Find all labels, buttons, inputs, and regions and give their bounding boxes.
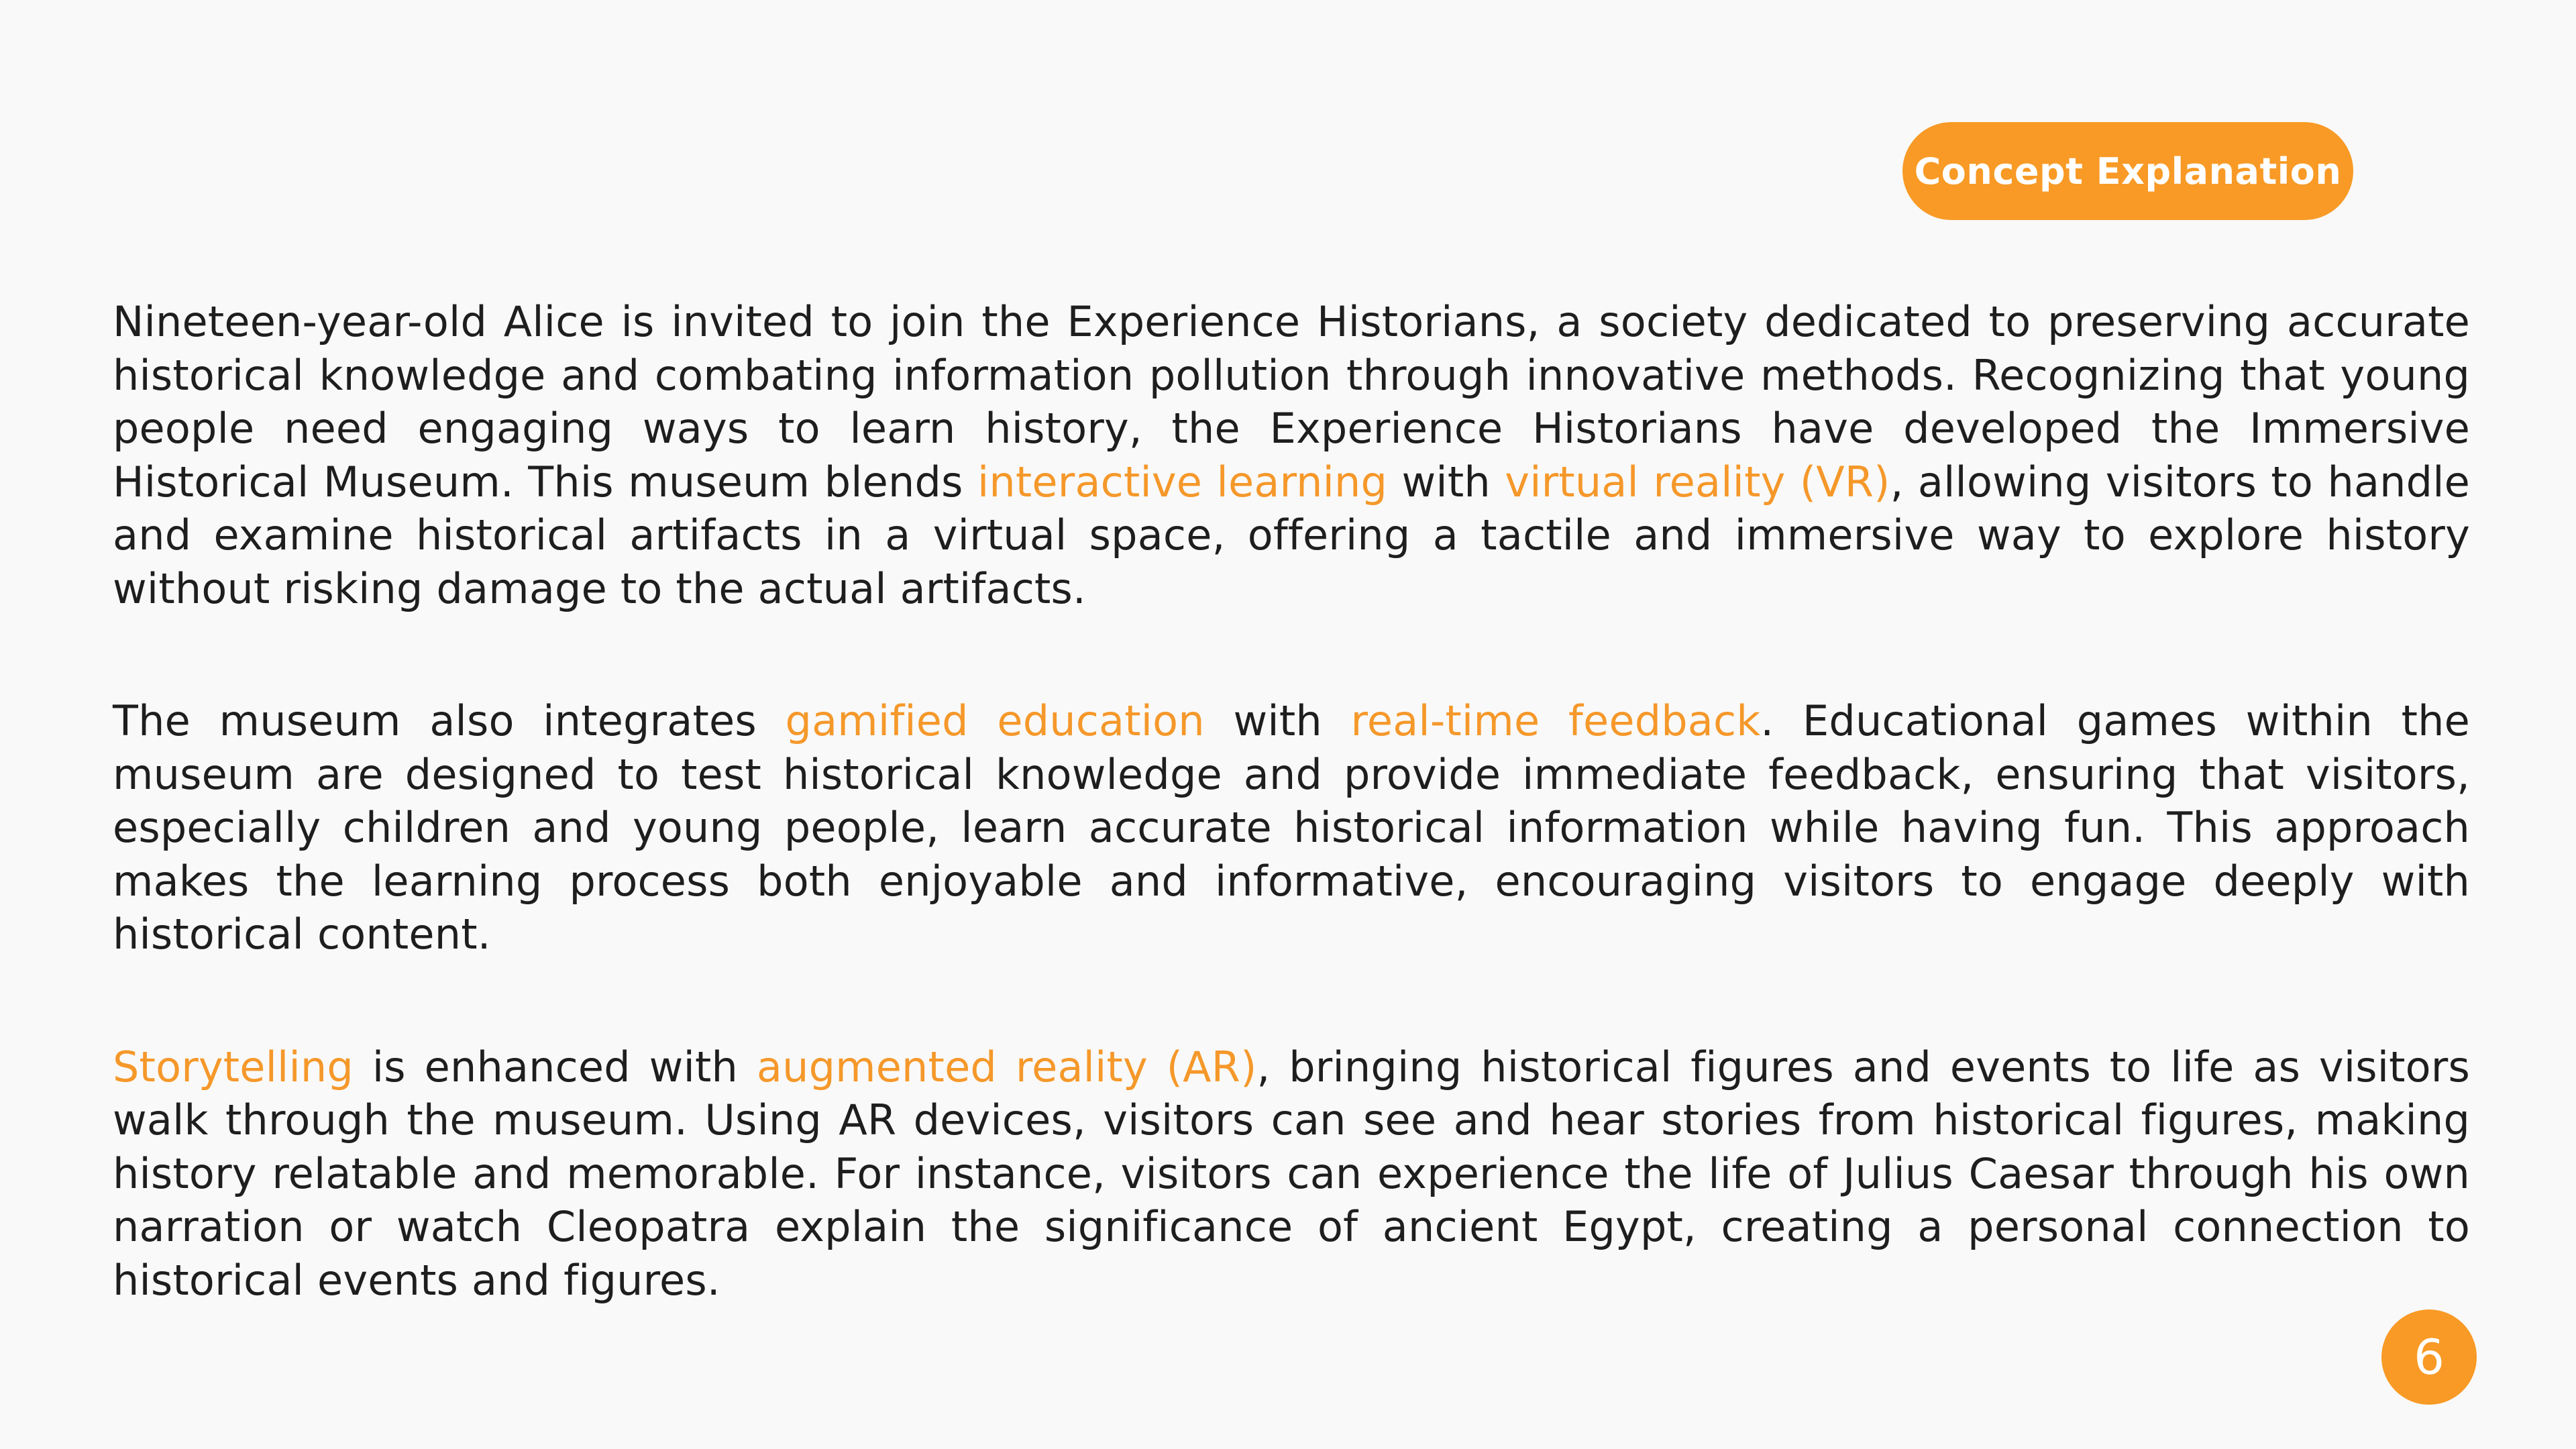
paragraph-2 [113, 694, 2470, 961]
paragraph-1-text-a: Nineteen-year-old Alice is invited to join the Experience Historians, a society dedicated to preserving accurate historical knowledge and combating information pollution through innovative methods. Recognizing that young people need engaging ways to learn history, the Experience Historians have developed the Immersive Historical Museum. This museum blends [113, 297, 2470, 506]
paragraph-3-text-b: , bringing historical figures and events to life as visitors walk through the museum. Using AR devices, visitors can see and hear stories from historical figures, making history relatable and memorable. For instance, visitors can experience the life of Julius Caesar through his own narration or watch Cleopatra explain the significance of ancient Egypt, creating a personal connection to historical events and figures. [113, 1042, 2471, 1305]
highlight-interactive-learning: interactive learning [977, 457, 1388, 506]
highlight-augmented-reality: augmented reality (AR) [756, 1042, 1257, 1091]
paragraph-1-text-c: , allowing visitors to handle and examine historical artifacts in a virtual space, offering a tactile and immersive way to explore history without risking damage to the actual artifacts. [113, 457, 2470, 613]
paragraph-1-text-b: with [1387, 457, 1505, 506]
badge-label: Concept Explanation [1914, 150, 2342, 193]
paragraph-3-text-a: is enhanced with [353, 1042, 757, 1091]
highlight-gamified-education: gamified education [785, 696, 1205, 745]
highlight-real-time-feedback: real-time feedback [1350, 696, 1761, 745]
body-content [113, 295, 2470, 1307]
paragraph-2-text-c: . Educational games within the museum are designed to test historical knowledge and provide immediate feedback, ensuring that visitors, especially children and young people, learn accurate historical information while having fun. This approach makes the learning process both enjoyable and informative, encouraging visitors to engage deeply with historical content. [113, 696, 2470, 959]
page-number: 6 [2414, 1329, 2445, 1385]
highlight-virtual-reality: virtual reality (VR) [1505, 457, 1890, 506]
paragraph-3 [113, 1040, 2470, 1307]
concept-explanation-badge [1902, 122, 2353, 220]
page-number-badge [2381, 1309, 2477, 1405]
paragraph-2-text-a: The museum also integrates [113, 696, 786, 745]
paragraph-2-text-b: with [1204, 696, 1351, 745]
highlight-storytelling: Storytelling [113, 1042, 354, 1091]
paragraph-1 [113, 295, 2470, 615]
